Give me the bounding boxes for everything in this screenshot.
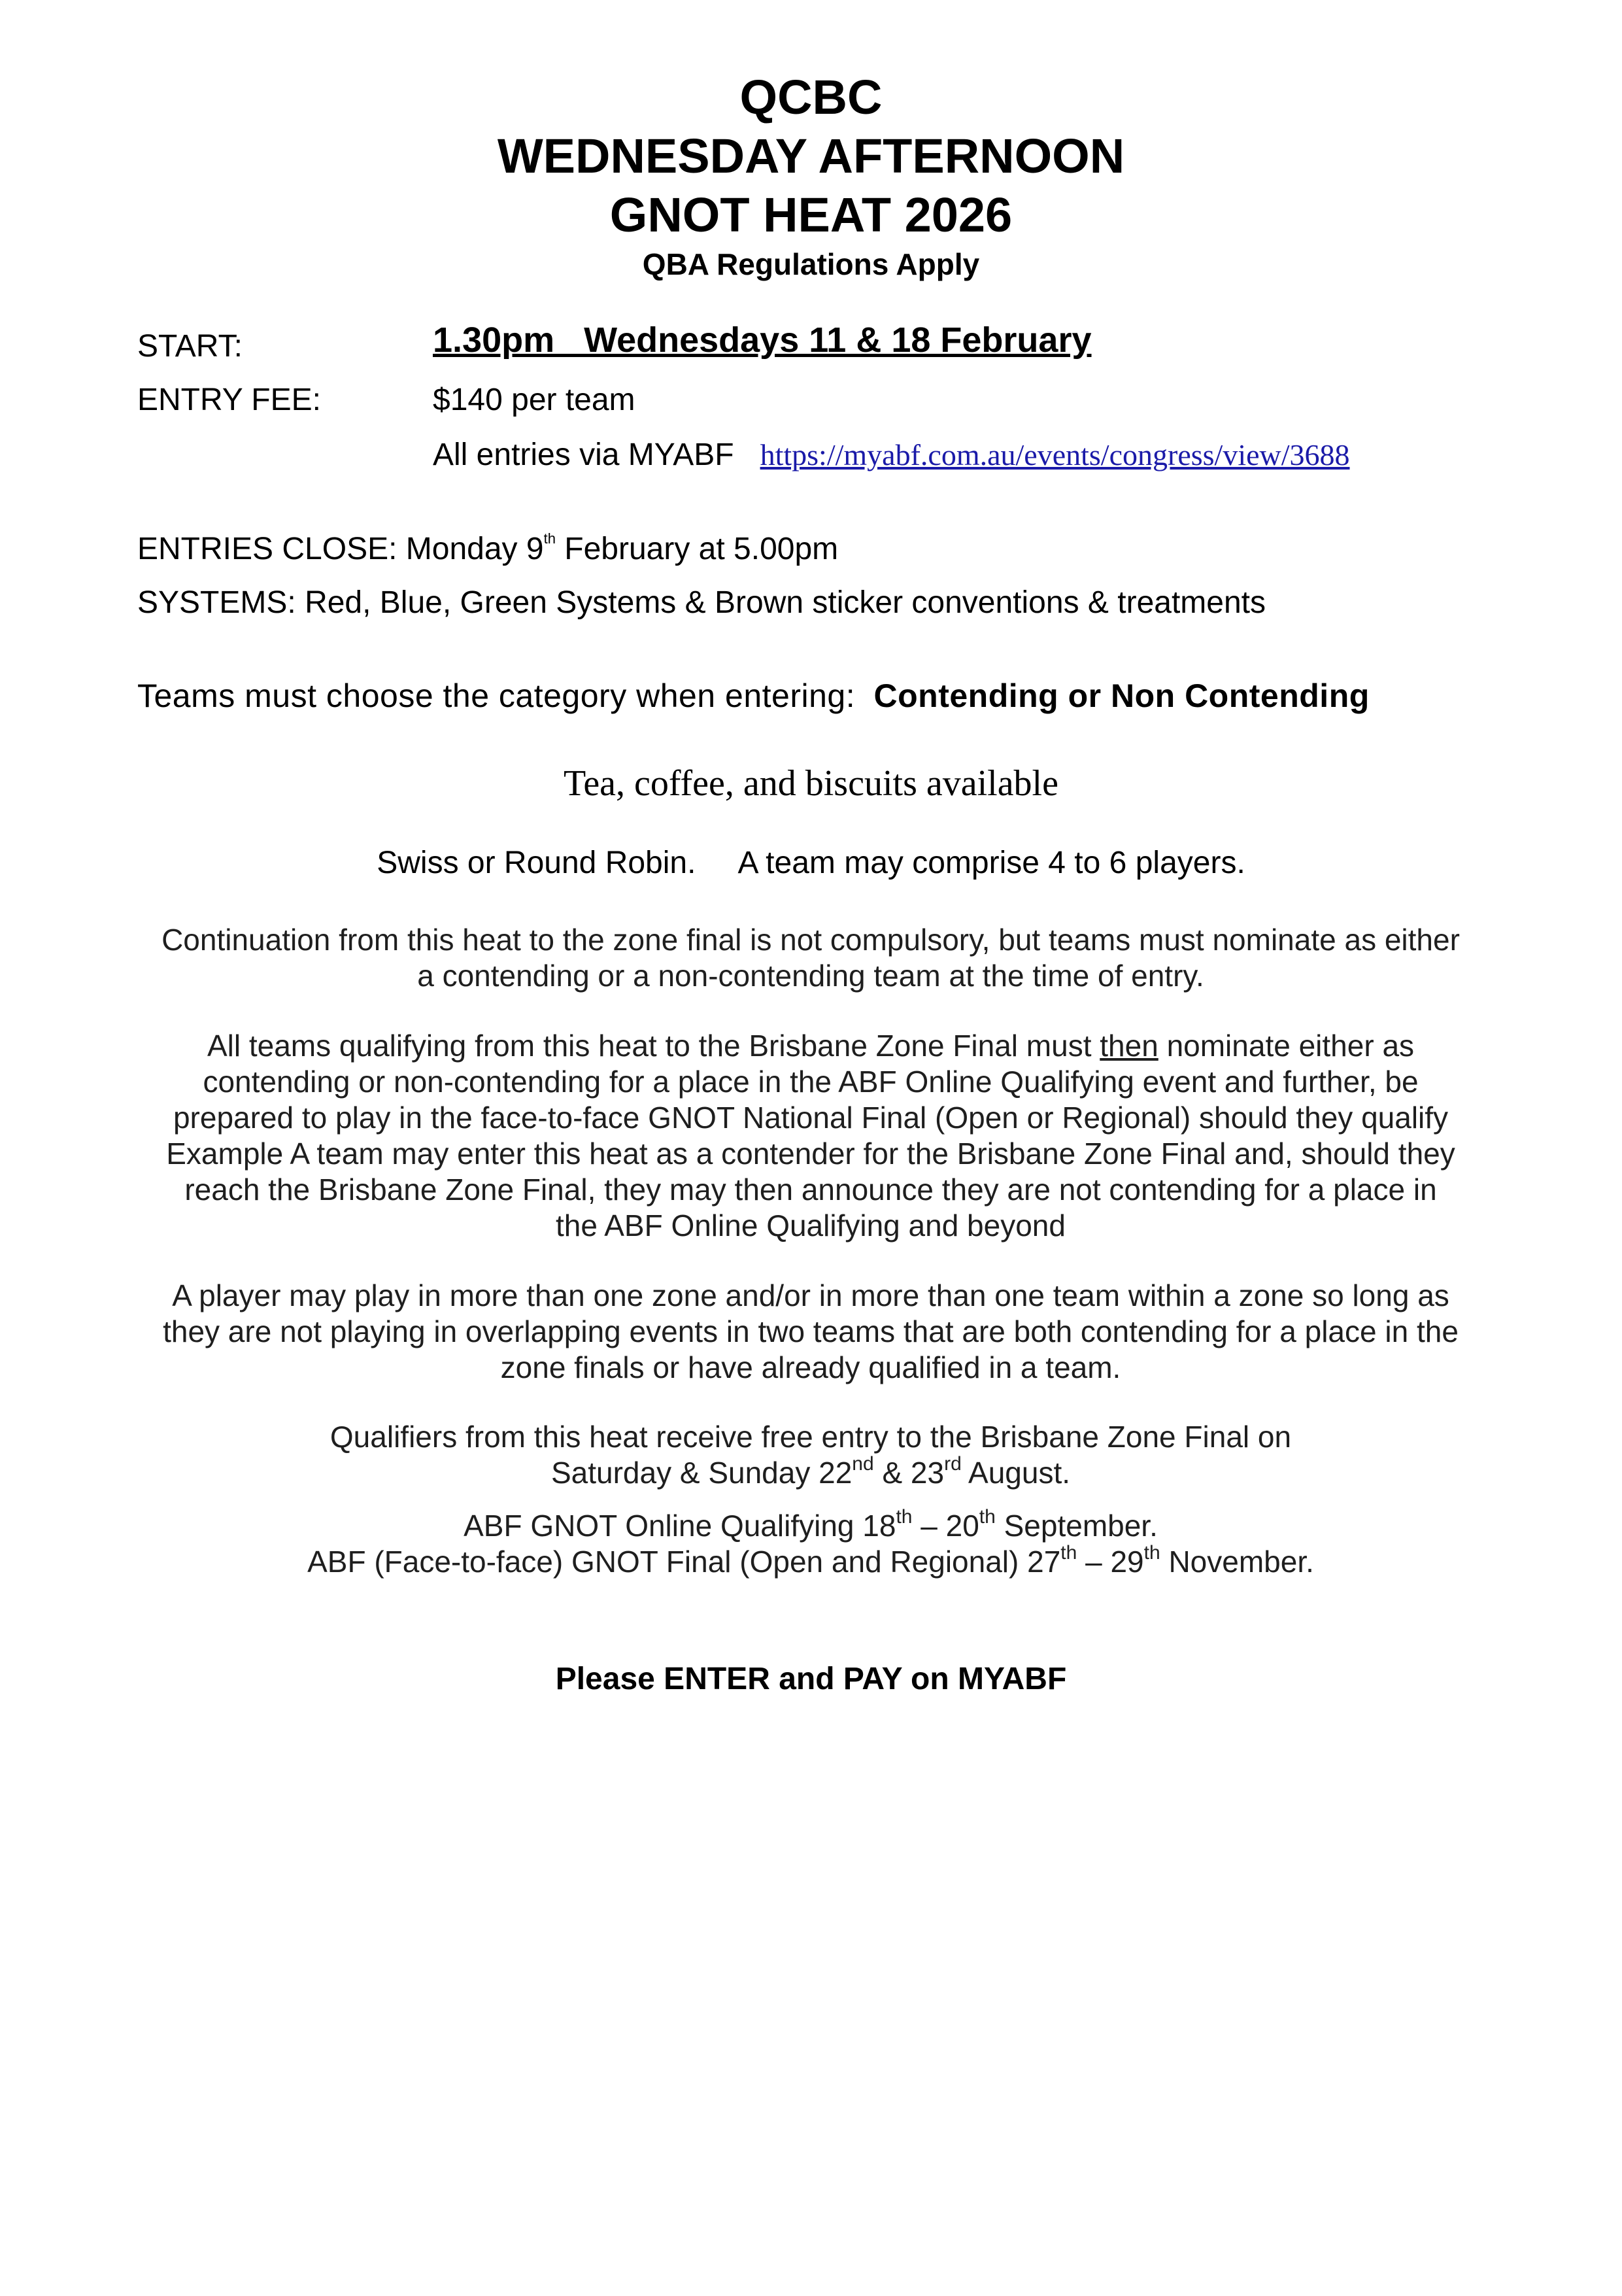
systems-label: SYSTEMS:: [137, 585, 296, 620]
format-part1: Swiss or Round Robin.: [377, 846, 696, 880]
qualifying-line: the ABF Online Qualifying and beyond: [556, 1208, 1066, 1242]
entries-close-label: ENTRIES CLOSE:: [137, 532, 397, 566]
player-rule-line: they are not playing in overlapping events in two teams that are both contending for a place in the: [163, 1314, 1459, 1348]
continuation-line: a contending or a non-contending team at the time of entry.: [417, 959, 1204, 993]
entries-link[interactable]: https://myabf.com.au/events/congress/view/3688: [760, 438, 1350, 471]
title-line-3: GNOT HEAT 2026: [609, 188, 1013, 242]
entries-close-value: Monday 9th February at 5.00pm: [405, 530, 839, 566]
entries-via-text: All entries via MYABF: [433, 437, 734, 472]
subtitle: QBA Regulations Apply: [642, 247, 980, 281]
finals-paragraph: [131, 1508, 1491, 1580]
start-label: START:: [137, 329, 243, 364]
call-to-action: Please ENTER and PAY on MYABF: [555, 1662, 1067, 1696]
systems-row: [137, 585, 1266, 621]
qualifiers-paragraph: [131, 1419, 1491, 1491]
player-rule-line: zone finals or have already qualified in a team.: [500, 1350, 1121, 1384]
format-row: [0, 845, 1622, 882]
player-rule-paragraph: [131, 1278, 1491, 1386]
format-part2: A team may comprise 4 to 6 players.: [737, 846, 1245, 880]
player-rule-line: A player may play in more than one zone and/or in more than one team within a zone so long as: [172, 1278, 1449, 1312]
qualifiers-dates: Saturday & Sunday 22nd & 23rd August.: [550, 1453, 1071, 1490]
continuation-line: Continuation from this heat to the zone final is not compulsory, but teams must nominate as either: [161, 923, 1460, 957]
category-prefix: Teams must choose the category when entering:: [137, 677, 856, 714]
qualifying-line: prepared to play in the face-to-face GNOT National Final (Open or Regional) should they qualify: [173, 1101, 1449, 1135]
qualifiers-line: Qualifiers from this heat receive free entry to the Brisbane Zone Final on: [329, 1420, 1292, 1454]
face-to-face-final-line: ABF (Face-to-face) GNOT Final (Open and Regional) 27th – 29th November.: [307, 1542, 1314, 1579]
qualifying-line: contending or non-contending for a place in the ABF Online Qualifying event and further, be: [203, 1065, 1419, 1099]
category-row: [137, 677, 1370, 714]
qualifying-line: Example A team may enter this heat as a contender for the Brisbane Zone Final and, should they: [166, 1137, 1455, 1171]
qualifying-paragraph: [131, 1028, 1491, 1244]
start-value: 1.30pm Wednesdays 11 & 18 February: [433, 320, 1092, 360]
qualifying-line: reach the Brisbane Zone Final, they may then announce they are not contending for a place in: [184, 1173, 1437, 1207]
continuation-paragraph: [131, 922, 1491, 994]
category-choice: Contending or Non Contending: [873, 677, 1370, 714]
online-qualifying-line: ABF GNOT Online Qualifying 18th – 20th September.: [464, 1506, 1158, 1543]
entry-fee-value: $140 per team: [433, 383, 635, 417]
entries-via-row: [433, 437, 1350, 473]
systems-value: Red, Blue, Green Systems & Brown sticker conventions & treatments: [305, 585, 1266, 620]
entry-fee-label: ENTRY FEE:: [137, 383, 321, 417]
title-line-2: WEDNESDAY AFTERNOON: [497, 129, 1125, 183]
entries-close-row: [137, 531, 838, 568]
refreshments-note: Tea, coffee, and biscuits available: [564, 763, 1058, 804]
qualifying-line: All teams qualifying from this heat to the Brisbane Zone Final must then nominate either as: [207, 1029, 1415, 1063]
title-line-1: QCBC: [739, 70, 883, 124]
